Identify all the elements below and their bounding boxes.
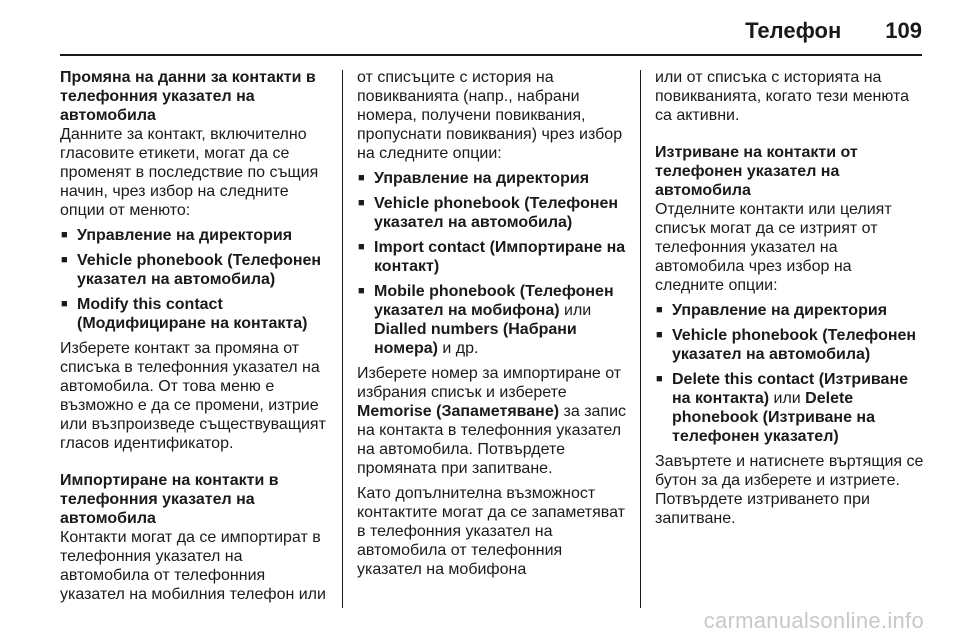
option-dialled-numbers: Dialled numbers (Набрани номера) [374, 321, 577, 357]
column-divider-2 [640, 70, 641, 608]
list-item: ■ Vehicle phonebook (Телефонен указател на автомобила) [655, 326, 925, 364]
page-number: 109 [885, 18, 922, 43]
column-1 [60, 68, 330, 610]
paragraph: Данните за контакт, включително гласовите етикети, могат да се променят в последствие по същия начин, чрез избор на следните опции от менюто: [60, 126, 319, 219]
list-item: ■ Управление на директория [60, 226, 330, 245]
text-run: за запис на контакта в телефонния указател на автомобила. Потвърдете промяната при запитване. [357, 403, 627, 477]
column-3 [655, 68, 925, 534]
section-heading-delete-contacts: Изтриване на контакти от телефонен указател на автомобила [655, 144, 858, 199]
list-item: ■ Import contact (Импортиране на контакт) [357, 238, 627, 276]
paragraph: Отделните контакти или целият списък могат да се изтрият от телефонния указател на автомобила чрез избор на следните опции: [655, 201, 892, 294]
list-item: ■ Vehicle phonebook (Телефонен указател на автомобила) [60, 251, 330, 289]
section-heading-import-contacts: Импортиране на контакти в телефонния указател на автомобила [60, 472, 279, 527]
connector-text: или [773, 390, 801, 407]
list-item: ■ Vehicle phonebook (Телефонен указател на автомобила) [357, 194, 627, 232]
option-delete-phonebook: Delete phonebook (Изтриване на телефонен указател) [672, 390, 875, 445]
paragraph: или от списъка с историята на повикванията, когато тези менюта са активни. [655, 69, 910, 124]
section-heading-edit-contacts: Промяна на данни за контакти в телефонния указател на автомобила [60, 69, 316, 124]
option-memorise: Memorise (Запаметяване) [357, 403, 560, 420]
list-item [655, 370, 925, 446]
list-item: ■ Управление на директория [357, 169, 627, 188]
paragraph: от списъците с история на повикванията (напр., набрани номера, получени повиквания, пропуснати повиквания) чрез избор на следните опции: [357, 69, 623, 162]
text-run: Изберете номер за импортиране от избрания списък и изберете [357, 365, 622, 401]
watermark: carmanualsonline.info [703, 608, 924, 633]
paragraph [357, 364, 627, 478]
list-item [357, 282, 627, 358]
option-delete-contact: Delete this contact (Изтриване на контакта) [672, 371, 909, 407]
list-item: ■ Modify this contact (Модифициране на контакта) [60, 295, 330, 333]
paragraph: Изберете контакт за промяна от списъка в телефонния указател на автомобила. От това меню е възможно е да се промени, изтрие или възпроизведе съществуващият гласов идентификатор. [60, 340, 326, 452]
connector-text: или [564, 302, 592, 319]
column-2 [357, 68, 627, 585]
option-mobile-phonebook: Mobile phonebook (Телефонен указател на мобифона) [374, 283, 614, 319]
connector-text: и др. [442, 340, 479, 357]
list-item: ■ Управление на директория [655, 301, 925, 320]
paragraph: Завъртете и натиснете въртящия се бутон за да изберете и изтриете. Потвърдете изтриването при запитване. [655, 453, 924, 527]
paragraph: Като допълнителна възможност контактите могат да се запаметяват в телефонния указател на автомобила от телефонния указател на мобифона [357, 485, 625, 578]
paragraph: Контакти могат да се импортират в телефонния указател на автомобила от телефонния указател на мобилния телефон или [60, 529, 326, 603]
column-divider-1 [342, 70, 343, 608]
page-header [745, 18, 922, 46]
page-title: Телефон [745, 18, 842, 43]
header-rule [60, 54, 922, 56]
